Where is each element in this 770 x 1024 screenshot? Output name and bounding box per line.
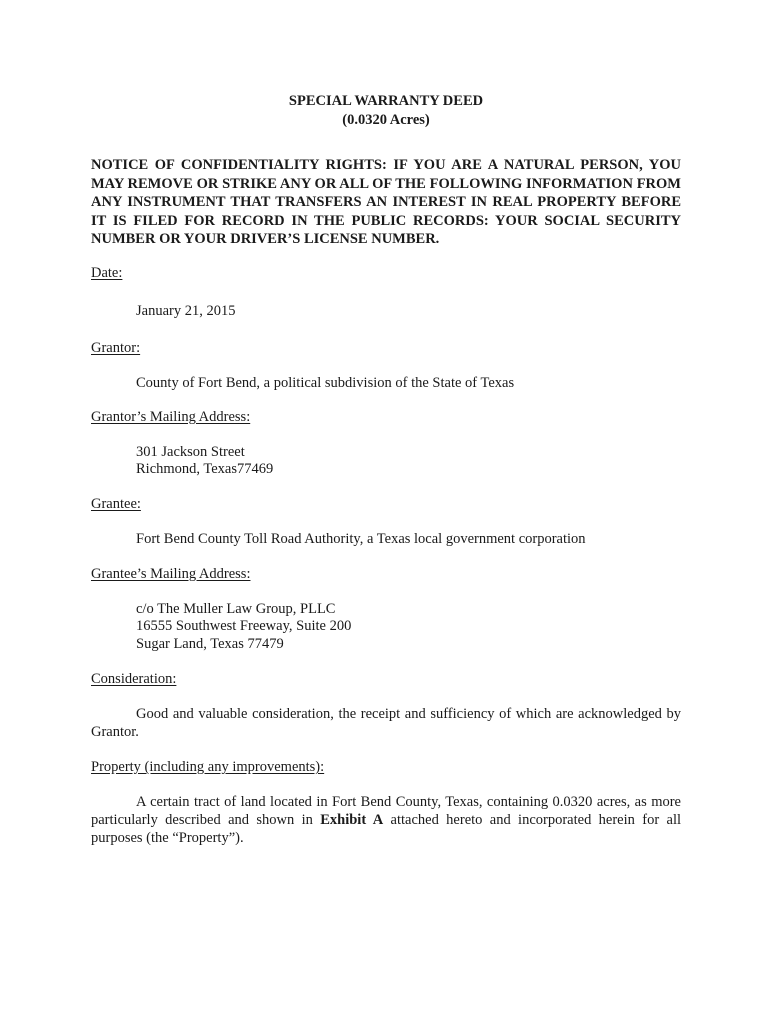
grantee-address-heading: Grantee’s Mailing Address: xyxy=(91,566,251,582)
date-heading: Date: xyxy=(91,265,123,281)
date-value: January 21, 2015 xyxy=(136,303,236,319)
deed-page xyxy=(91,92,682,846)
confidentiality-notice: NOTICE OF CONFIDENTIALITY RIGHTS: IF YOU ARE A NATURAL PERSON, YOU MAY REMOVE OR STRIKE ANY OR ALL OF THE FOLLOWING INFORMATION FROM ANY INSTRUMENT THAT TRANSFERS AN INTEREST IN REAL PROPERTY BEFORE IT IS FILED FOR RECORD IN THE PUBLIC RECORDS: YOUR SOCIAL SECURITY NUMBER OR YOUR DRIVER’S LICENSE NUMBER. xyxy=(91,157,681,247)
grantor-address-heading: Grantor’s Mailing Address: xyxy=(91,409,251,425)
exhibit-reference: Exhibit A xyxy=(320,812,384,828)
property-description xyxy=(91,793,681,847)
property-heading: Property (including any improvements): xyxy=(91,759,325,775)
consideration-heading: Consideration: xyxy=(91,671,177,687)
grantee-heading: Grantee: xyxy=(91,496,141,512)
grantor-heading: Grantor: xyxy=(91,340,141,356)
grantee-address-line2: 16555 Southwest Freeway, Suite 200 xyxy=(136,618,352,634)
document-title: SPECIAL WARRANTY DEED xyxy=(288,93,484,109)
document-subtitle: (0.0320 Acres) xyxy=(342,112,430,128)
grantor-value: County of Fort Bend, a political subdivision of the State of Texas xyxy=(136,375,515,391)
property-text-before: A certain tract of land located in Fort Bend County, Texas, containing 0.0320 acres, as more particularly described and shown in xyxy=(91,794,681,828)
grantee-address-line1: c/o The Muller Law Group, PLLC xyxy=(136,601,336,617)
consideration-value: Good and valuable consideration, the receipt and sufficiency of which are acknowledged by Grantor. xyxy=(91,706,681,740)
grantee-value: Fort Bend County Toll Road Authority, a Texas local government corporation xyxy=(136,531,586,547)
grantee-address-line3: Sugar Land, Texas 77479 xyxy=(136,636,284,652)
grantor-address-line2: Richmond, Texas77469 xyxy=(136,461,274,477)
grantor-address-line1: 301 Jackson Street xyxy=(136,444,245,460)
property-text-after: attached hereto and incorporated herein for all purposes (the “Property”). xyxy=(91,812,682,846)
